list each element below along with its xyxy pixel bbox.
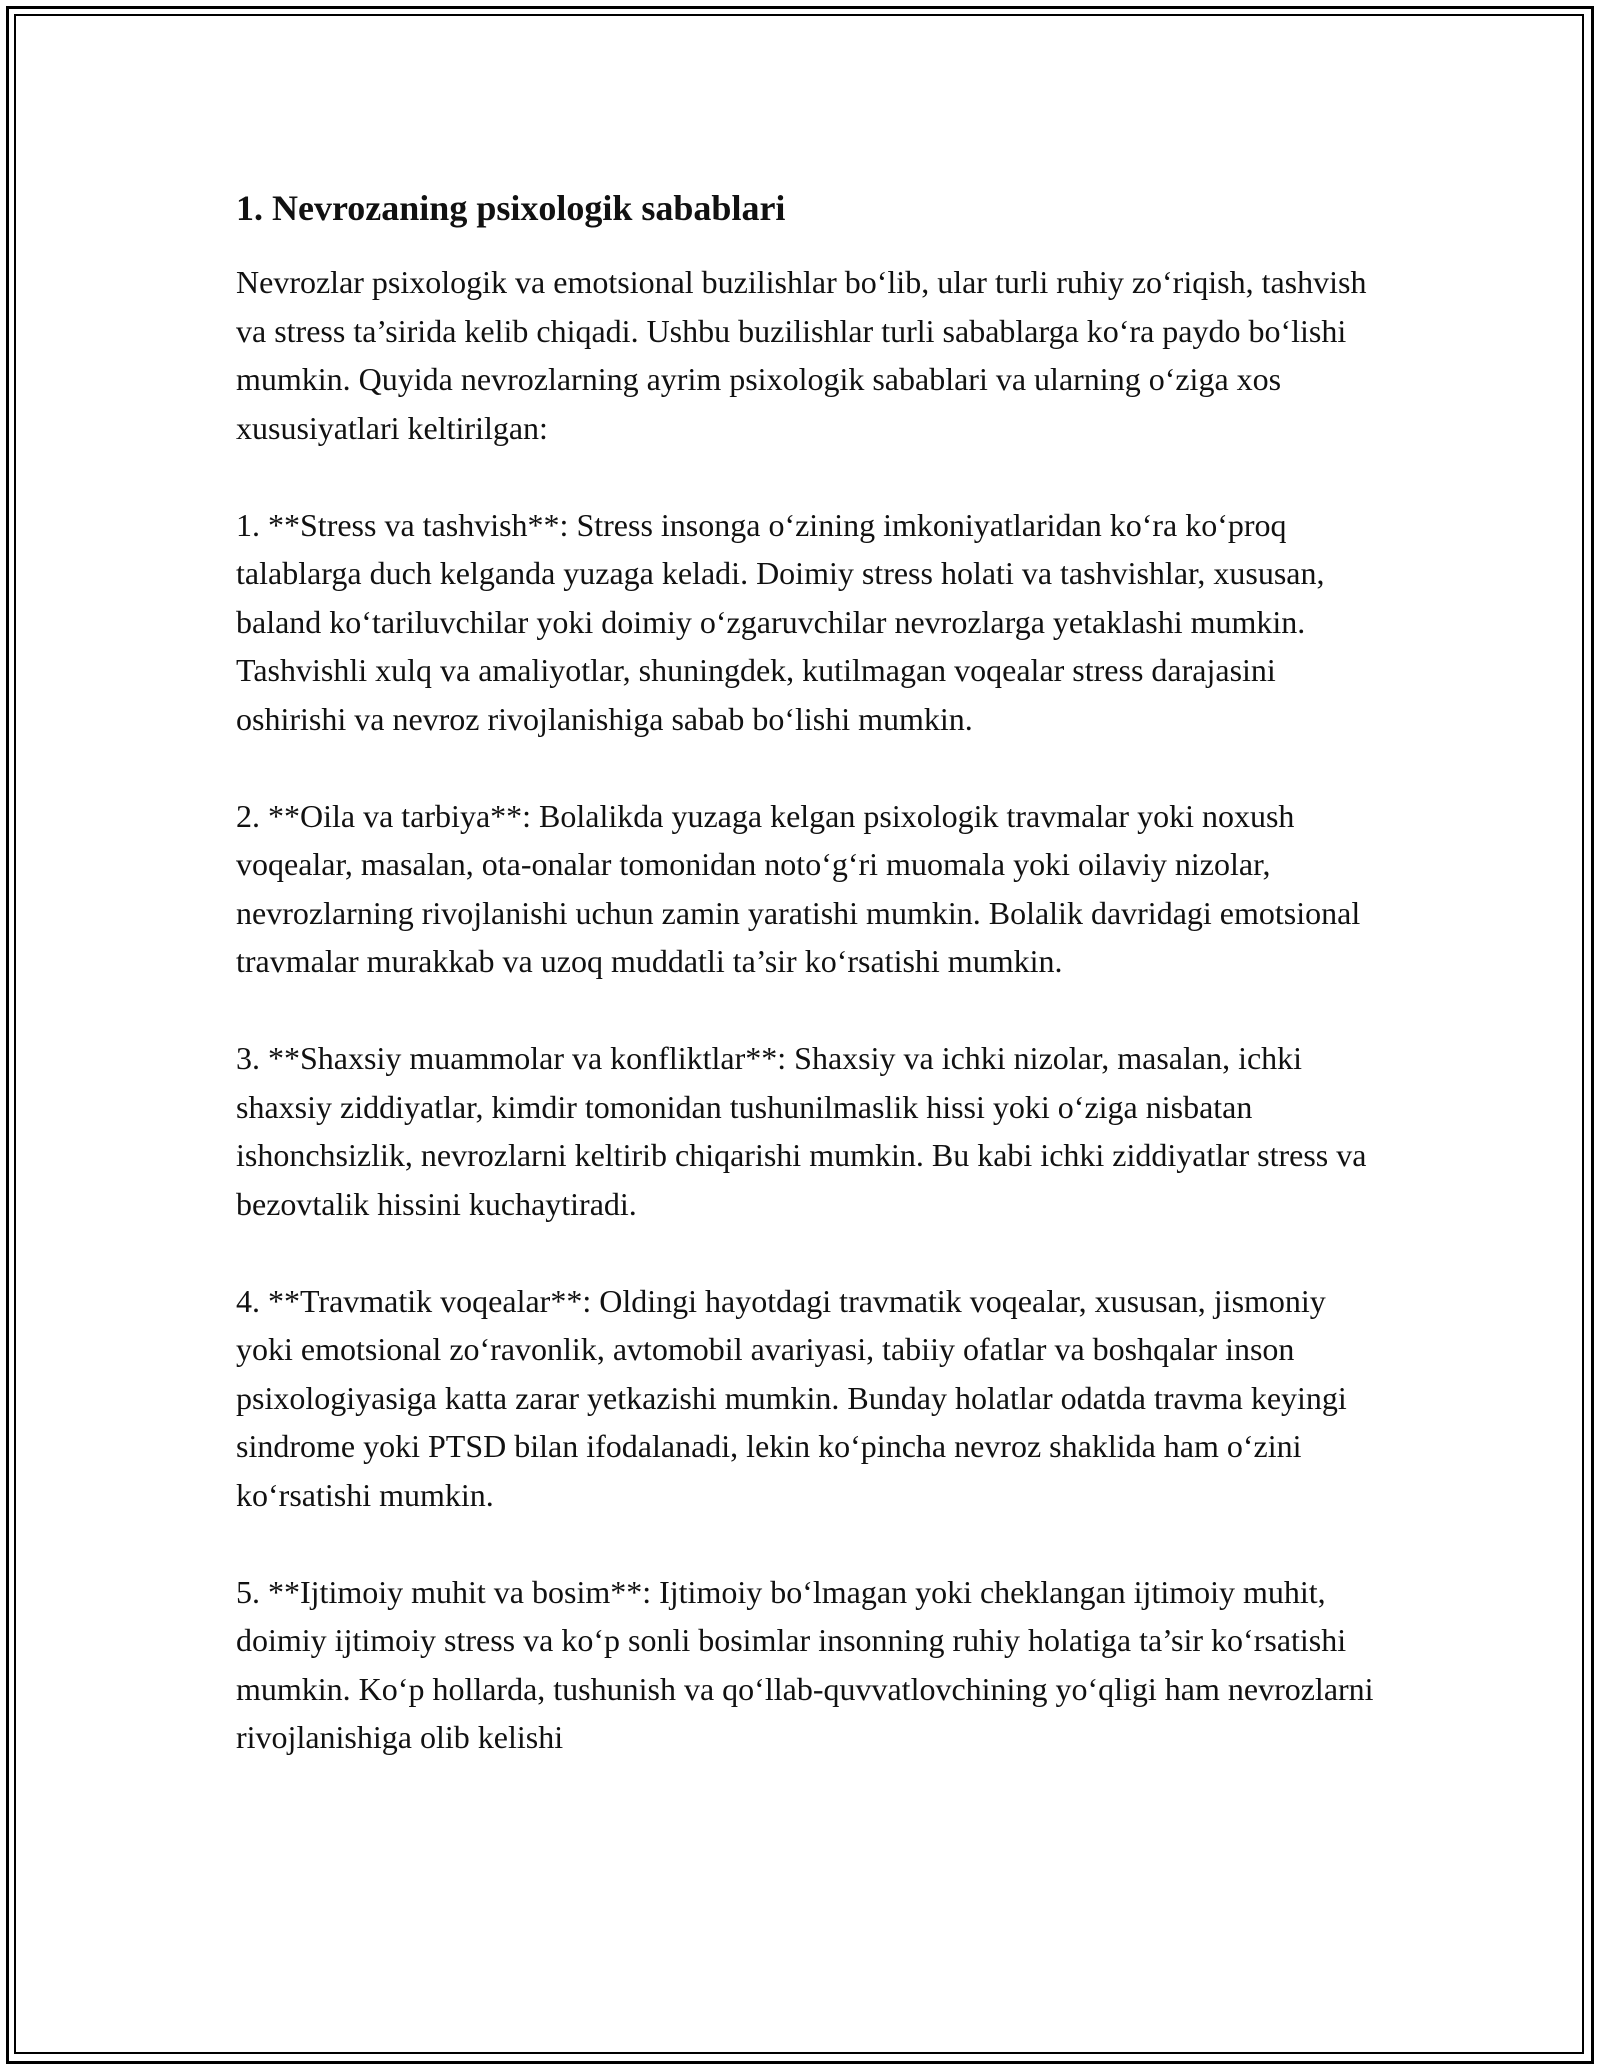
document-title: 1. Nevrozaning psixologik sabablari [236,188,786,228]
paragraph-traumatic-events: 4. **Travmatik voqealar**: Oldingi hayotdagi travmatik voqealar, xususan, jismoniy yoki emotsional zo‘ravonlik, avtomobil avariyasi, tabiiy ofatlar va boshqalar inson psixologiyasiga katta zarar yetkazishi mumkin. Bunday holatlar odatda travma keyingi sindrome yoki PTSD bilan ifodalanadi, lekin ko‘pincha nevroz shaklida ham o‘zini ko‘rsatishi mumkin. [236,1282,1347,1513]
document-body [236,184,1376,1810]
paragraph-stress: 1. **Stress va tashvish**: Stress insonga o‘zining imkoniyatlaridan ko‘ra ko‘proq talablarga duch kelganda yuzaga keladi. Doimiy stress holati va tashvishlar, xususan, baland ko‘tariluvchilar yoki doimiy o‘zgaruvchilar nevrozlarga yetaklashi mumkin. Tashvishli xulq va amaliyotlar, shuningdek, kutilmagan voqealar stress darajasini oshirishi va nevroz rivojlanishiga sabab bo‘lishi mumkin. [236,506,1325,737]
paragraph-family: 2. **Oila va tarbiya**: Bolalikda yuzaga kelgan psixologik travmalar yoki noxush voqealar, masalan, ota-onalar tomonidan noto‘g‘ri muomala yoki oilaviy nizolar, nevrozlarning rivojlanishi uchun zamin yaratishi mumkin. Bolalik davridagi emotsional travmalar murakkab va uzoq muddatli ta’sir ko‘rsatishi mumkin. [236,797,1361,979]
intro-paragraph: Nevrozlar psixologik va emotsional buzilishlar bo‘lib, ular turli ruhiy zo‘riqish, tashvish va stress ta’sirida kelib chiqadi. Ushbu buzilishlar turli sabablarga ko‘ra paydo bo‘lishi mumkin. Quyida nevrozlarning ayrim psixologik sabablari va ularning o‘ziga xos xususiyatlari keltirilgan: [236,264,1367,446]
paragraph-personal-conflicts: 3. **Shaxsiy muammolar va konfliktlar**: Shaxsiy va ichki nizolar, masalan, ichki shaxsiy ziddiyatlar, kimdir tomonidan tushunilmaslik hissi yoki o‘ziga nisbatan ishonchsizlik, nevrozlarni keltirib chiqarishi mumkin. Bu kabi ichki ziddiyatlar stress va bezovtalik hissini kuchaytiradi. [236,1040,1367,1222]
paragraph-social-environment: 5. **Ijtimoiy muhit va bosim**: Ijtimoiy bo‘lmagan yoki cheklangan ijtimoiy muhit, doimiy ijtimoiy stress va ko‘p sonli bosimlar insonning ruhiy holatiga ta’sir ko‘rsatishi mumkin. Ko‘p hollarda, tushunish va qo‘llab-quvvatlovchining yo‘qligi ham nevrozlarni rivojlanishiga olib kelishi [236,1573,1374,1755]
